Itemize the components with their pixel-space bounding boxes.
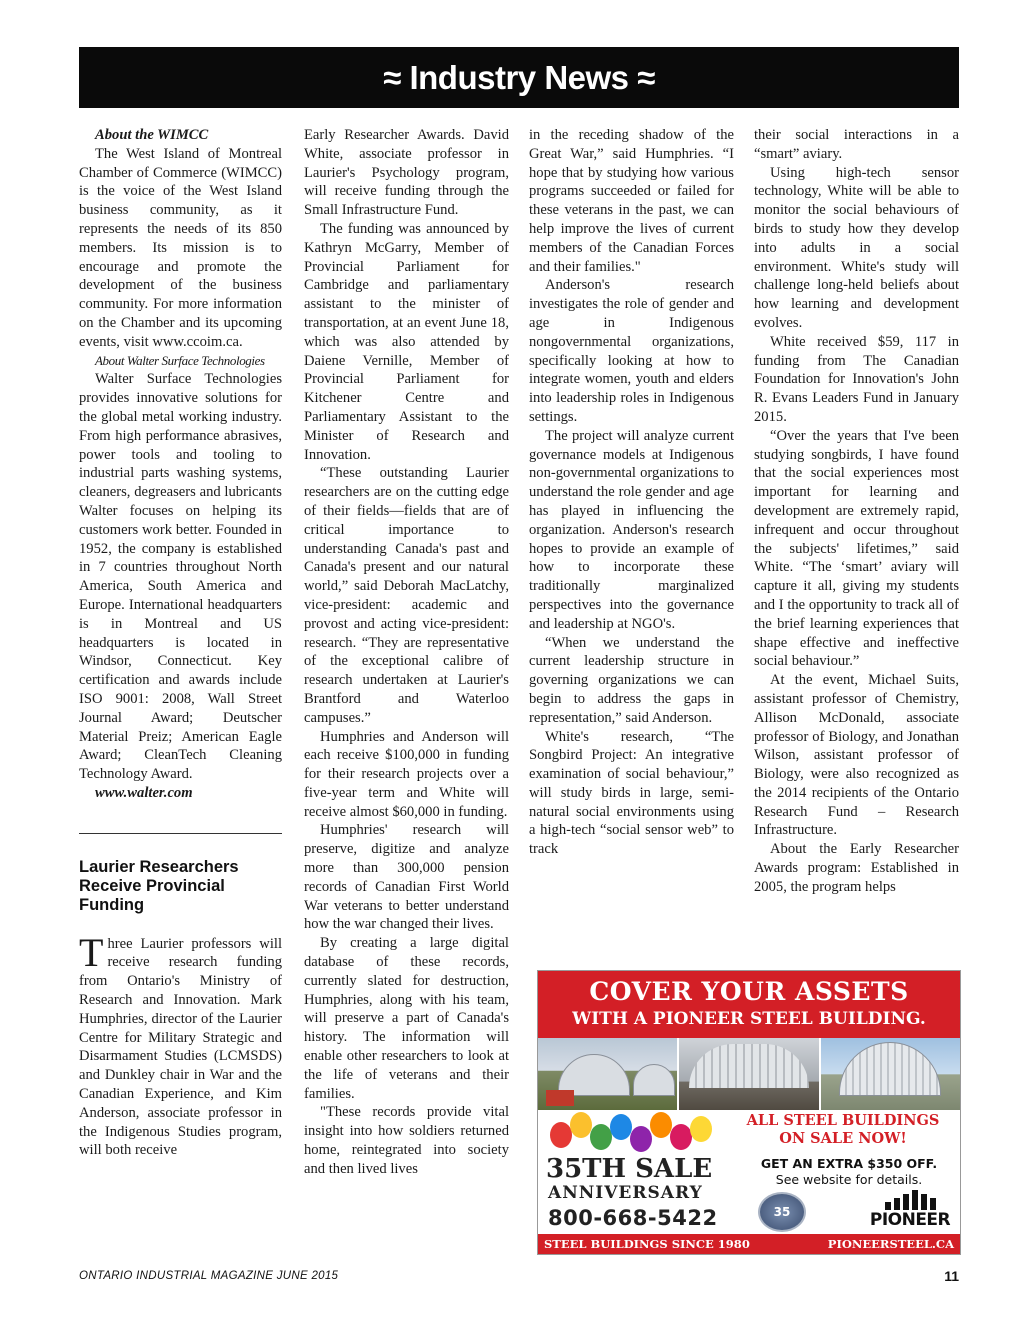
paragraph: in the receding shadow of the Great War,” said Humphries. “I hope that by studying how various programs succeeded or failed for these veterans in the past, we can help improve the lives of current members of the Canadian Forces and their families." — [529, 127, 734, 275]
heading-about-wimcc: About the WIMCC — [95, 127, 209, 143]
building-photo — [538, 1038, 679, 1110]
pioneer-logo — [865, 1190, 955, 1230]
paragraph: White's research, “The Songbird Project: An integrative examination of social behaviour,” will study birds in large, semi-natural social environments using a high-tech “social sensor web” to track — [529, 728, 734, 858]
anniversary-sale: 35TH SALE — [546, 1154, 713, 1184]
paragraph: “When we understand the current leadership structure in governing organizations we can begin to address the gaps in representation,” said Anderson. — [529, 634, 734, 726]
paragraph: White received $59, 117 in funding from The Canadian Foundation for Innovation's John R. Evans Leaders Fund in January 2015. — [754, 333, 959, 425]
website-link[interactable]: PIONEERSTEEL.CA — [827, 1237, 954, 1251]
paragraph: Walter Surface Technologies provides innovative solutions for the global metal working industry. From high performance abrasives, power tools and tooling to industrial parts washing systems, cleaners, degreasers and lubricants Walter focuses on helping its customers work better. Founded in 1952, the company is established in 7 countries throughout North America, South America and Europe. International headquarters is in Montreal and US headquarters is located in Windsor, Connecticut. Key certification and awards include ISO 9001: 2008, Wall Street Journal Award; Deutscher Material Preiz; American Eagle Award; CleanTech Cleaning Technology Award. — [79, 371, 282, 783]
seal-number: 35 — [773, 1205, 791, 1219]
walter-website-link[interactable]: www.walter.com — [95, 784, 193, 801]
paragraph: Humphries' research will preserve, digitize and analyze more than 300,000 pension records of Canadian First World War veterans to better understand how the war changed their lives. — [304, 822, 509, 933]
paragraph: their social interactions in a “smart” aviary. — [754, 127, 959, 162]
page-number: 11 — [944, 1268, 959, 1284]
steel-building-shape — [633, 1064, 675, 1096]
drop-cap: T — [79, 929, 104, 975]
tractor-shape — [546, 1090, 574, 1106]
paragraph: Humphries and Anderson will each receive $100,000 in funding for their research projects over a five-year term and White will receive almost $60,000 in funding. — [304, 728, 509, 820]
ad-header — [538, 971, 960, 1038]
sale-line-2: ON SALE NOW! — [779, 1130, 907, 1147]
column-4 — [754, 126, 959, 897]
phone-number[interactable]: 800-668-5422 — [548, 1206, 718, 1230]
steel-building-shape — [839, 1042, 941, 1096]
balloons-icon — [544, 1110, 734, 1158]
column-2 — [304, 126, 509, 1179]
publication-footer: ONTARIO INDUSTRIAL MAGAZINE JUNE 2015 — [79, 1270, 339, 1282]
brand-name: PIONEER — [869, 1210, 951, 1230]
paragraph: By creating a large digital database of these records, currently slated for destruction, Humphries, along with his team, will preserve a part of Canada's history. The information will enable other researchers to look at the life of veterans and their families. — [304, 935, 509, 1102]
sale-line-1: ALL STEEL BUILDINGS — [746, 1112, 940, 1129]
building-photo — [821, 1038, 960, 1110]
section-title: ≈ Industry News ≈ — [383, 58, 655, 96]
paragraph: “These outstanding Laurier researchers are on the cutting edge of their fields—fields that are of critical importance to understanding Canada's past and Canada's present and our natural world,” said Deborah MacLatchy, vice-president: academic and provost and acting vice-president: research. “They are representative of the exceptional calibre of research undertaken at Laurier's Brantford and Waterloo campuses.” — [304, 465, 509, 726]
anniversary-label: ANNIVERSARY — [548, 1183, 703, 1203]
ad-subheadline: WITH A PIONEER STEEL BUILDING. — [572, 1009, 926, 1029]
paragraph: About the Early Researcher Awards program: Established in 2005, the program helps — [754, 841, 959, 895]
paragraph: "These records provide vital insight into how soldiers returned home, reintegrated into society and then lived lives — [304, 1104, 509, 1177]
sale-announcement — [738, 1112, 948, 1148]
lead-paragraph — [79, 929, 282, 1161]
paragraph: At the event, Michael Suits, assistant professor of Chemistry, Allison McDonald, associate professor of Biology, and Jonathan Wilson, assistant professor of Biology, were also recognized as the 2014 recipients of the Ontario Research Fund – Research Infrastructure. — [754, 672, 959, 839]
anniversary-seal-icon — [758, 1192, 806, 1232]
lead-text: hree Laurier professors will receive research funding from Ontario's Ministry of Research and Innovation. Mark Humphries, director of the Laurier Centre for Military Strategic and Disarmament Studies (LCMSDS) and Dunkley chair in War and the Canadian Experience, and Kim Anderson, associate professor in the Indigenous Studies program, will both receive — [79, 935, 282, 1159]
paragraph: The West Island of Montreal Chamber of Commerce (WIMCC) is the voice of the West Island business community, as it represents the needs of its 850 members. Its mission is to encourage and promote the development of the business community. For more information on the Chamber and its upcoming events, visit www.ccoim.ca. — [79, 145, 282, 350]
paragraph: The project will analyze current governance models at Indigenous non-governmental organizations to understand the role gender and age has played in influencing the organization. Anderson's research hopes to provide an example of how to incorporate these traditionally marginalized perspectives into the governance and leadership at NGO's. — [529, 427, 734, 632]
extra-discount: GET AN EXTRA $350 OFF. — [760, 1156, 938, 1171]
paragraph: The funding was announced by Kathryn McGarry, Member of Provincial Parliament for Cambridge and parliamentary assistant to the minister of transportation, at an event June 18, which was also attended by Daiene Vernille, Member of Provincial Parliament for Kitchener Centre and Parliamentary Assistant to the Minister of Research and Innovation. — [304, 220, 509, 463]
details-note: See website for details. — [775, 1172, 923, 1187]
ad-headline: COVER YOUR ASSETS — [589, 977, 909, 1006]
since-tagline: STEEL BUILDINGS SINCE 1980 — [544, 1237, 750, 1251]
article-headline: Laurier Researchers Receive Provincial Funding — [79, 857, 239, 914]
paragraph: Early Researcher Awards. David White, associate professor in Laurier's Psychology program, will receive funding through the Small Infrastructure Fund. — [304, 127, 509, 219]
divider — [79, 833, 282, 834]
pioneer-steel-advertisement[interactable] — [537, 970, 961, 1255]
ad-body — [538, 1110, 960, 1234]
paragraph: Using high-tech sensor technology, White will be able to monitor the social behaviours of birds to study how they develop into adults in a social environment. White's study will challenge long-held beliefs about how learning and development evolves. — [754, 164, 959, 331]
ad-photo-strip — [538, 1038, 960, 1110]
building-interior-photo — [679, 1038, 820, 1110]
heading-about-walter: About Walter Surface Technologies — [95, 352, 265, 368]
column-3 — [529, 126, 734, 859]
ad-footer — [538, 1234, 960, 1254]
paragraph: “Over the years that I've been studying songbirds, I have found that the social experiences most important for learning and development are extremely rapid, infrequent and occur throughout the subjects' lifetimes,” said White. “The ‘smart’ aviary will capture it all, giving my students and I the opportunity to track all of the brief learning experiences that shape effective and ineffective social behaviour.” — [754, 427, 959, 670]
interior-arch-shape — [689, 1044, 808, 1088]
column-1 — [79, 126, 282, 1160]
section-banner — [79, 47, 959, 108]
building-icon — [865, 1190, 955, 1210]
paragraph: Anderson's research investigates the role of gender and age in Indigenous nongovernmental organizations, specifically looking at how to integrate women, youth and elders into leadership roles in Indigenous settings. — [529, 277, 734, 425]
